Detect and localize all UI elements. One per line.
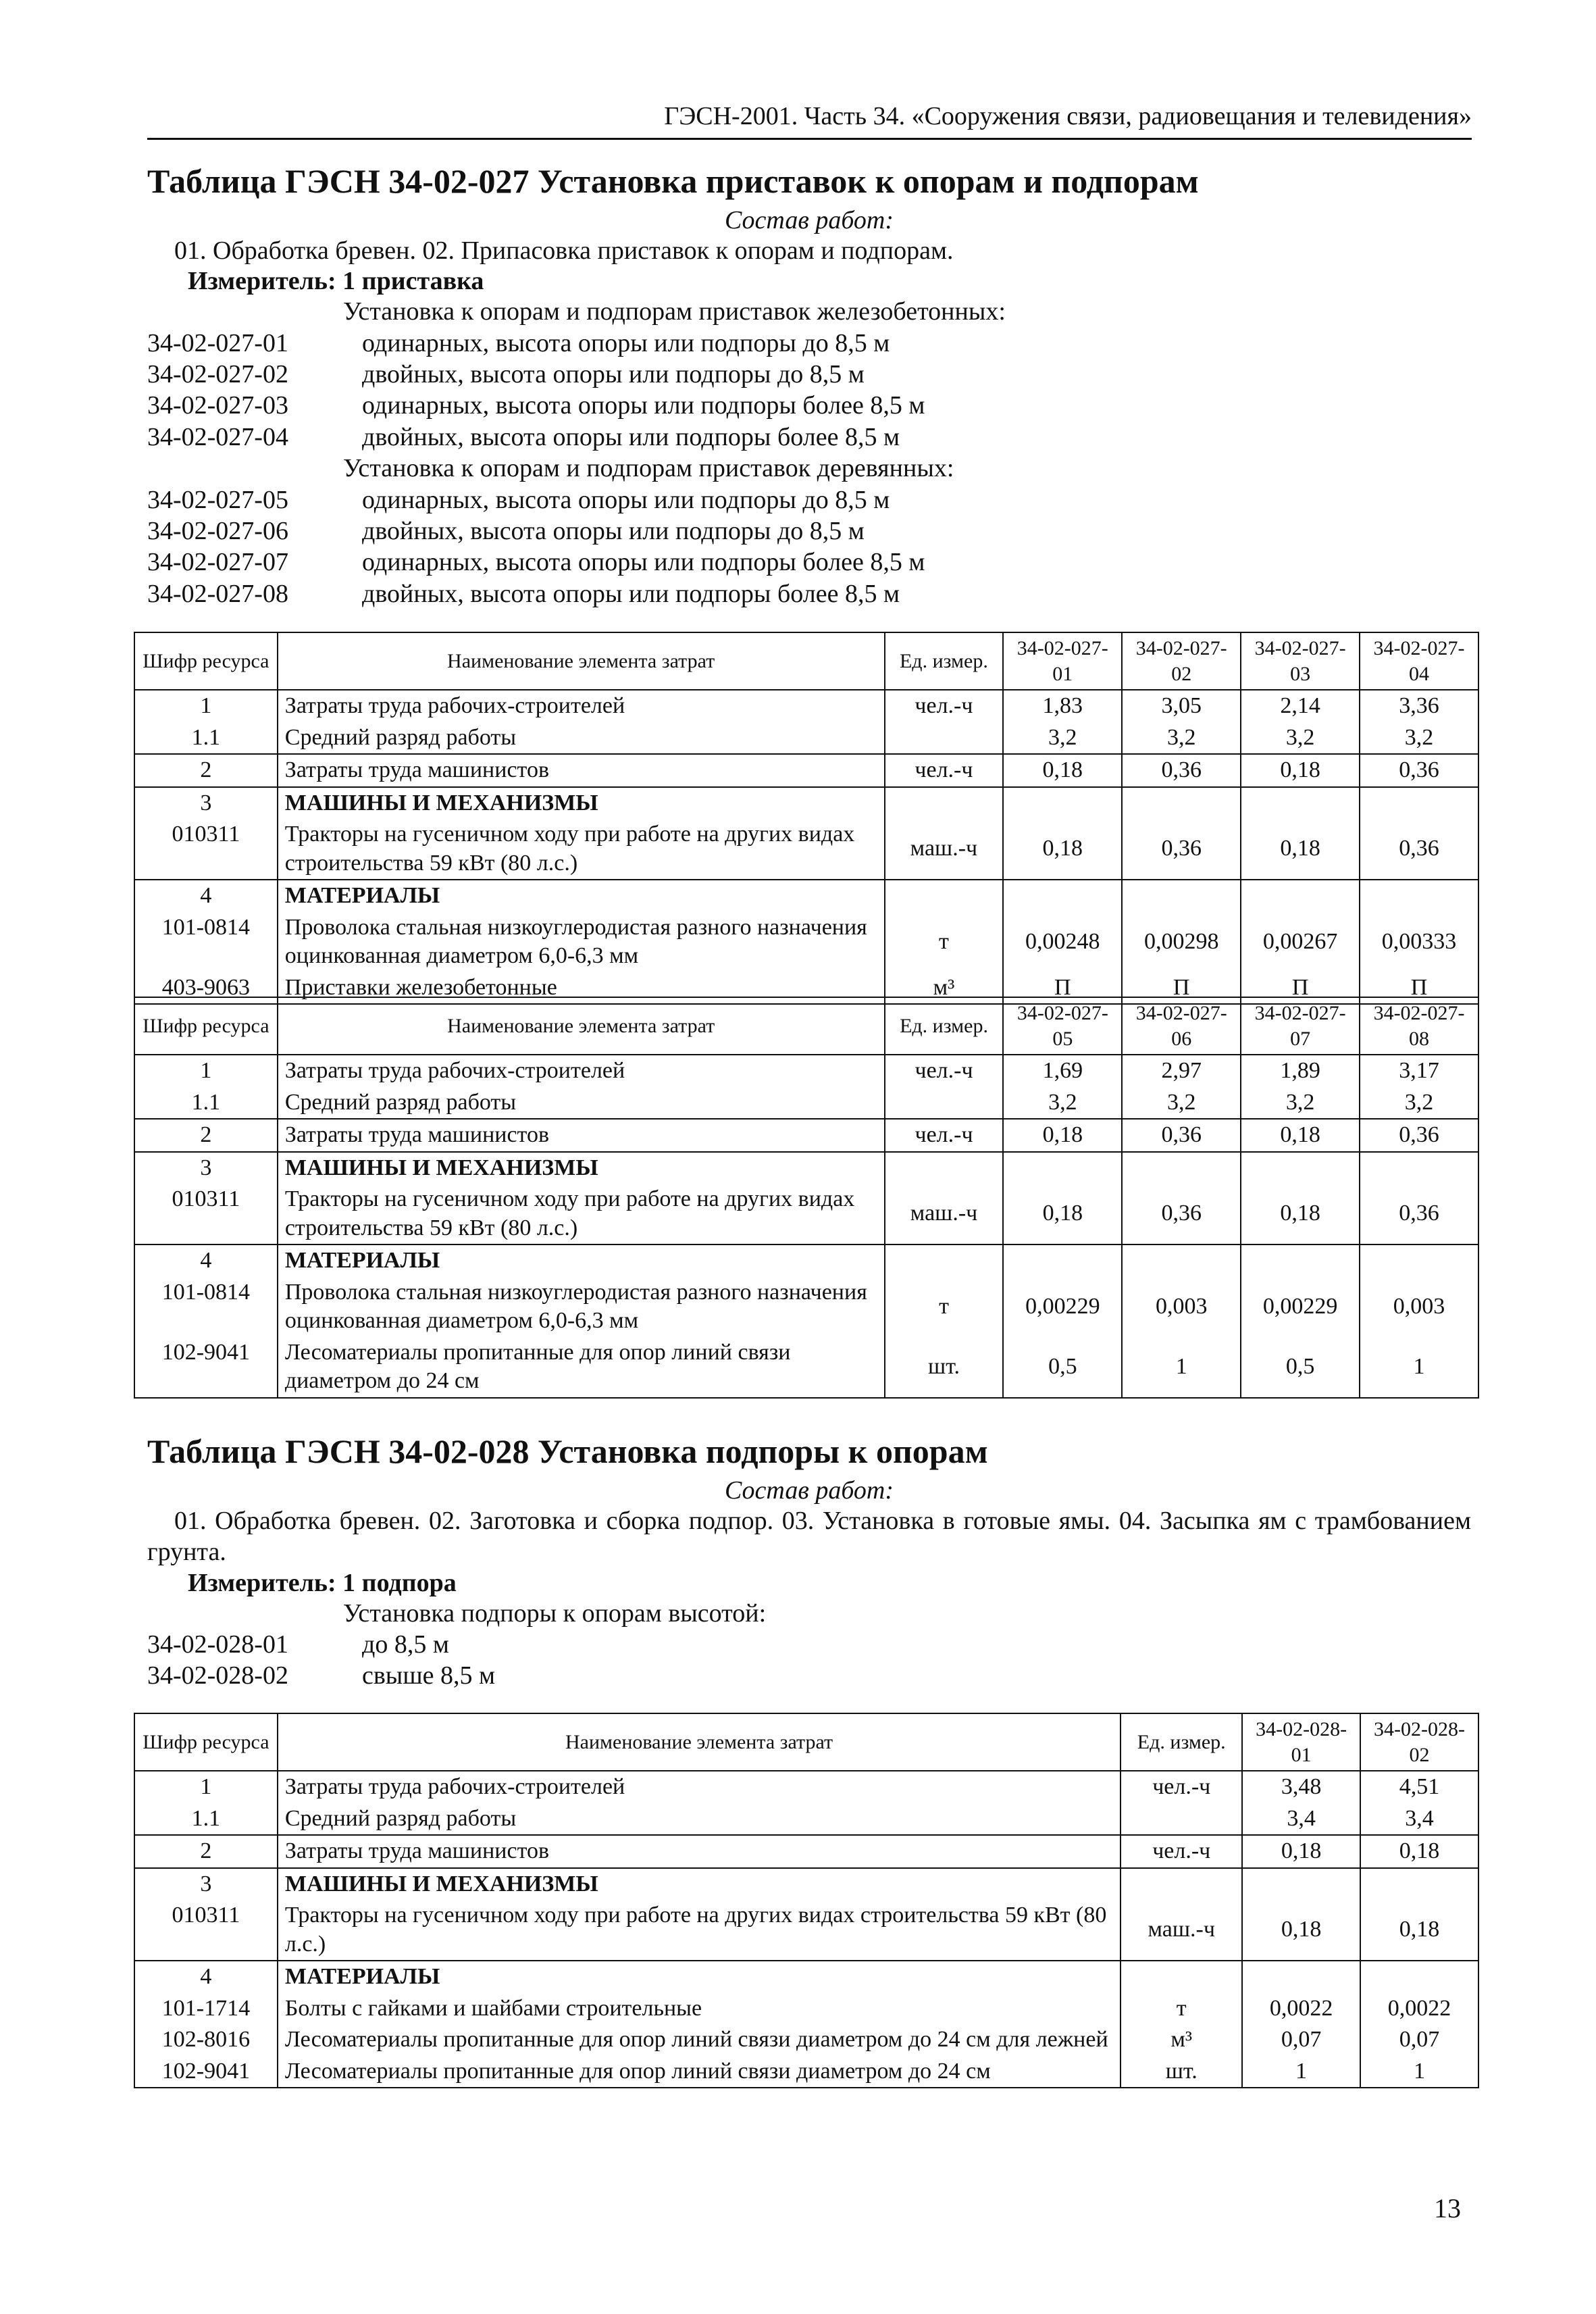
- code-row: [147, 547, 1471, 578]
- norm-code: 34-02-027-05: [147, 485, 288, 514]
- value-cell: [1360, 1152, 1478, 1184]
- unit-cell: т: [1121, 1993, 1242, 2025]
- value-cell: 1: [1242, 2056, 1360, 2088]
- header-norm-col: 34-02-028-01: [1242, 1713, 1360, 1771]
- header-unit: Ед. измер.: [885, 632, 1004, 690]
- header-shifr: Шифр ресурса: [134, 997, 278, 1055]
- resource-name: Тракторы на гусеничном ходу при работе на других видах строительства 59 кВт (80 л.с.): [278, 1900, 1121, 1961]
- norm-code: 34-02-027-07: [147, 548, 288, 577]
- norm-description: свыше 8,5 м: [362, 1661, 496, 1690]
- header-norm-col: 34-02-027-01: [1003, 632, 1122, 690]
- value-cell: 0,36: [1360, 754, 1478, 787]
- table-row: [134, 1244, 1478, 1277]
- value-cell: 3,2: [1003, 1087, 1122, 1120]
- value-cell: 0,00333: [1360, 912, 1478, 972]
- resource-name: МАШИНЫ И МЕХАНИЗМЫ: [278, 1868, 1121, 1901]
- sostav-label: Состав работ:: [724, 1476, 894, 1505]
- header-norm-col: 34-02-027-03: [1241, 632, 1360, 690]
- norm-description: до 8,5 м: [362, 1630, 449, 1659]
- value-cell: 0,36: [1122, 819, 1241, 880]
- value-cell: 0,003: [1360, 1277, 1478, 1337]
- resource-code: 102-9041: [134, 1337, 278, 1398]
- value-cell: 0,36: [1360, 1184, 1478, 1244]
- value-cell: 0,00229: [1241, 1277, 1360, 1337]
- value-cell: 0,0022: [1360, 1993, 1478, 2025]
- table-row: [134, 1961, 1478, 1993]
- resource-code: 4: [134, 1244, 278, 1277]
- unit-cell: т: [885, 1277, 1004, 1337]
- value-cell: 0,36: [1360, 819, 1478, 880]
- value-cell: 3,17: [1360, 1055, 1478, 1087]
- header-shifr: Шифр ресурса: [134, 1713, 278, 1771]
- unit-cell: [1121, 1868, 1242, 1901]
- value-cell: [1360, 1868, 1478, 1901]
- value-cell: 3,2: [1360, 722, 1478, 755]
- value-cell: 3,05: [1122, 690, 1241, 722]
- resource-code: 101-0814: [134, 912, 278, 972]
- resource-code: 101-0814: [134, 1277, 278, 1337]
- izmeritel: Измеритель: 1 приставка: [188, 267, 484, 296]
- value-cell: 0,00248: [1003, 912, 1122, 972]
- header-name: Наименование элемента затрат: [278, 997, 885, 1055]
- table-row: [134, 1803, 1478, 1836]
- value-cell: [1242, 1868, 1360, 1901]
- value-cell: 0,00298: [1122, 912, 1241, 972]
- resource-code: 101-1714: [134, 1993, 278, 2025]
- group-heading: Установка к опорам и подпорам приставок деревянных:: [343, 454, 954, 483]
- value-cell: 0,18: [1360, 1835, 1478, 1868]
- value-cell: 1,89: [1241, 1055, 1360, 1087]
- resource-code: 102-9041: [134, 2056, 278, 2088]
- resource-code: 3: [134, 1868, 278, 1901]
- resource-name: Средний разряд работы: [278, 1803, 1121, 1836]
- header-norm-col: 34-02-027-07: [1241, 997, 1360, 1055]
- value-cell: 0,18: [1242, 1900, 1360, 1961]
- value-cell: П: [1003, 972, 1122, 1005]
- value-cell: 1: [1360, 1337, 1478, 1398]
- value-cell: [1241, 1152, 1360, 1184]
- value-cell: 0,36: [1122, 1184, 1241, 1244]
- value-cell: 0,36: [1122, 1119, 1241, 1152]
- value-cell: 0,18: [1241, 1119, 1360, 1152]
- value-cell: 0,18: [1003, 754, 1122, 787]
- value-cell: 3,48: [1242, 1771, 1360, 1803]
- section-title: Таблица ГЭСН 34-02-028 Установка подпоры к опорам: [147, 1432, 988, 1470]
- unit-cell: чел.-ч: [885, 754, 1004, 787]
- unit-cell: шт.: [885, 1337, 1004, 1398]
- resource-name: Средний разряд работы: [278, 1087, 885, 1120]
- works-text: 01. Обработка бревен. 02. Заготовка и сборка подпор. 03. Установка в готовые ямы. 04. Засыпка ям с трамбованием грунта.: [147, 1507, 1471, 1567]
- value-cell: 0,00267: [1241, 912, 1360, 972]
- resource-name: Приставки железобетонные: [278, 972, 885, 1005]
- value-cell: [1360, 880, 1478, 912]
- norm-description: одинарных, высота опоры или подпоры более 8,5 м: [362, 391, 925, 420]
- value-cell: 0,18: [1003, 1184, 1122, 1244]
- table-row: [134, 1771, 1478, 1803]
- resource-code: 4: [134, 880, 278, 912]
- norm-code: 34-02-027-04: [147, 422, 288, 451]
- norm-code: 34-02-027-08: [147, 579, 288, 608]
- resource-code: 403-9063: [134, 972, 278, 1005]
- unit-cell: маш.-ч: [885, 819, 1004, 880]
- value-cell: 3,2: [1241, 1087, 1360, 1120]
- unit-cell: шт.: [1121, 2056, 1242, 2088]
- resource-name: Тракторы на гусеничном ходу при работе на других видах строительства 59 кВт (80 л.с.): [278, 819, 885, 880]
- value-cell: 3,2: [1122, 722, 1241, 755]
- value-cell: [1003, 1244, 1122, 1277]
- code-row: [147, 422, 1471, 453]
- section-028: [147, 1431, 1471, 1692]
- value-cell: [1122, 1152, 1241, 1184]
- value-cell: 0,0022: [1242, 1993, 1360, 2025]
- code-row: [147, 359, 1471, 390]
- unit-cell: [885, 722, 1004, 755]
- table-row: [134, 1337, 1478, 1398]
- unit-cell: чел.-ч: [885, 1055, 1004, 1087]
- resource-name: МАШИНЫ И МЕХАНИЗМЫ: [278, 787, 885, 820]
- works-text: 01. Обработка бревен. 02. Припасовка приставок к опорам и подпорам.: [174, 236, 954, 265]
- resource-name: Затраты труда машинистов: [278, 1119, 885, 1152]
- value-cell: 0,003: [1122, 1277, 1241, 1337]
- unit-cell: м³: [1121, 2024, 1242, 2056]
- group-heading: Установка к опорам и подпорам приставок железобетонных:: [343, 297, 1006, 326]
- code-row: [147, 1629, 1471, 1660]
- header-unit: Ед. измер.: [885, 997, 1004, 1055]
- table-row: [134, 1868, 1478, 1901]
- resource-code: 010311: [134, 819, 278, 880]
- resource-name: Затраты труда машинистов: [278, 1835, 1121, 1868]
- code-row: [147, 578, 1471, 609]
- table-row: [134, 2056, 1478, 2088]
- sostav-label: Состав работ:: [724, 206, 894, 234]
- value-cell: П: [1360, 972, 1478, 1005]
- value-cell: [1003, 1152, 1122, 1184]
- unit-cell: [885, 1087, 1004, 1120]
- code-row: [147, 390, 1471, 421]
- unit-cell: м³: [885, 972, 1004, 1005]
- resource-name: Лесоматериалы пропитанные для опор линий связи диаметром до 24 см для лежней: [278, 2024, 1121, 2056]
- resource-code: 1: [134, 1055, 278, 1087]
- resource-name: Лесоматериалы пропитанные для опор линий связи диаметром до 24 см: [278, 2056, 1121, 2088]
- table-row: [134, 1055, 1478, 1087]
- header-norm-col: 34-02-027-04: [1360, 632, 1478, 690]
- resource-name: Затраты труда рабочих-строителей: [278, 1055, 885, 1087]
- value-cell: 0,18: [1360, 1900, 1478, 1961]
- table-row: [134, 1835, 1478, 1868]
- header-name: Наименование элемента затрат: [278, 1713, 1121, 1771]
- value-cell: 0,5: [1003, 1337, 1122, 1398]
- resource-code: 102-8016: [134, 2024, 278, 2056]
- resource-name: Средний разряд работы: [278, 722, 885, 755]
- resource-code: 2: [134, 1835, 278, 1868]
- resource-code: 3: [134, 1152, 278, 1184]
- resource-table-027-01-04: [134, 632, 1479, 1005]
- table-row: [134, 722, 1478, 755]
- table-row: [134, 787, 1478, 820]
- resource-code: 1.1: [134, 1087, 278, 1120]
- resource-name: Затраты труда рабочих-строителей: [278, 690, 885, 722]
- value-cell: П: [1122, 972, 1241, 1005]
- value-cell: [1360, 787, 1478, 820]
- unit-cell: чел.-ч: [1121, 1835, 1242, 1868]
- resource-name: Затраты труда рабочих-строителей: [278, 1771, 1121, 1803]
- value-cell: [1360, 1244, 1478, 1277]
- value-cell: [1241, 1244, 1360, 1277]
- value-cell: 3,2: [1122, 1087, 1241, 1120]
- value-cell: 0,18: [1241, 1184, 1360, 1244]
- unit-cell: чел.-ч: [885, 1119, 1004, 1152]
- unit-cell: [1121, 1803, 1242, 1836]
- value-cell: [1003, 880, 1122, 912]
- table-row: [134, 2024, 1478, 2056]
- value-cell: [1122, 880, 1241, 912]
- value-cell: 1,69: [1003, 1055, 1122, 1087]
- value-cell: 0,18: [1003, 819, 1122, 880]
- resource-name: МАШИНЫ И МЕХАНИЗМЫ: [278, 1152, 885, 1184]
- resource-code: 3: [134, 787, 278, 820]
- unit-cell: [885, 1244, 1004, 1277]
- value-cell: 0,36: [1360, 1119, 1478, 1152]
- resource-name: Проволока стальная низкоуглеродистая разного назначения оцинкованная диаметром 6,0-6,3 мм: [278, 912, 885, 972]
- resource-code: 1.1: [134, 722, 278, 755]
- table-row: [134, 1993, 1478, 2025]
- table-row: [134, 912, 1478, 972]
- table-row: [134, 1184, 1478, 1244]
- norm-description: двойных, высота опоры или подпоры до 8,5 м: [362, 516, 865, 545]
- value-cell: 0,00229: [1003, 1277, 1122, 1337]
- norm-code: 34-02-027-02: [147, 360, 288, 389]
- header-shifr: Шифр ресурса: [134, 632, 278, 690]
- table-row: [134, 1277, 1478, 1337]
- resource-name: Тракторы на гусеничном ходу при работе на других видах строительства 59 кВт (80 л.с.): [278, 1184, 885, 1244]
- section-027: [147, 161, 1471, 609]
- norm-code: 34-02-027-06: [147, 516, 288, 545]
- unit-cell: чел.-ч: [1121, 1771, 1242, 1803]
- value-cell: 1,83: [1003, 690, 1122, 722]
- running-header: ГЭСН-2001. Часть 34. «Сооружения связи, радиовещания и телевидения»: [147, 101, 1472, 140]
- header-unit: Ед. измер.: [1121, 1713, 1242, 1771]
- value-cell: 0,18: [1003, 1119, 1122, 1152]
- table-row: [134, 690, 1478, 722]
- value-cell: 0,18: [1241, 819, 1360, 880]
- unit-cell: маш.-ч: [1121, 1900, 1242, 1961]
- value-cell: [1003, 787, 1122, 820]
- resource-code: 2: [134, 754, 278, 787]
- value-cell: 0,5: [1241, 1337, 1360, 1398]
- table-row: [134, 880, 1478, 912]
- value-cell: 3,2: [1360, 1087, 1478, 1120]
- header-norm-col: 34-02-027-05: [1003, 997, 1122, 1055]
- value-cell: [1241, 880, 1360, 912]
- table-row: [134, 1087, 1478, 1120]
- unit-cell: чел.-ч: [885, 690, 1004, 722]
- unit-cell: [885, 880, 1004, 912]
- code-row: [147, 515, 1471, 547]
- izmeritel: Измеритель: 1 подпора: [188, 1568, 457, 1597]
- table-row: [134, 819, 1478, 880]
- value-cell: [1122, 1244, 1241, 1277]
- value-cell: [1242, 1961, 1360, 1993]
- header-norm-col: 34-02-027-08: [1360, 997, 1478, 1055]
- resource-name: Лесоматериалы пропитанные для опор линий связи диаметром до 24 см: [278, 1337, 885, 1398]
- norm-description: одинарных, высота опоры или подпоры более 8,5 м: [362, 548, 925, 577]
- code-row: [147, 484, 1471, 515]
- resource-code: 1: [134, 690, 278, 722]
- norm-description: одинарных, высота опоры или подпоры до 8,5 м: [362, 485, 890, 514]
- value-cell: П: [1241, 972, 1360, 1005]
- resource-name: Затраты труда машинистов: [278, 754, 885, 787]
- value-cell: 3,2: [1003, 722, 1122, 755]
- norm-description: двойных, высота опоры или подпоры до 8,5 м: [362, 360, 865, 389]
- resource-code: 4: [134, 1961, 278, 1993]
- page-number: 13: [1434, 2193, 1461, 2223]
- unit-cell: маш.-ч: [885, 1184, 1004, 1244]
- unit-cell: [885, 1152, 1004, 1184]
- value-cell: 3,4: [1360, 1803, 1478, 1836]
- section-title: Таблица ГЭСН 34-02-027 Установка приставок к опорам и подпорам: [147, 162, 1199, 200]
- group-heading: Установка подпоры к опорам высотой:: [343, 1599, 767, 1628]
- header-norm-col: 34-02-027-06: [1122, 997, 1241, 1055]
- resource-table-027-05-08: [134, 997, 1479, 1399]
- norm-description: двойных, высота опоры или подпоры более 8,5 м: [362, 422, 900, 451]
- value-cell: 0,07: [1242, 2024, 1360, 2056]
- norm-code: 34-02-027-01: [147, 328, 288, 357]
- header-name: Наименование элемента затрат: [278, 632, 885, 690]
- resource-code: 010311: [134, 1184, 278, 1244]
- value-cell: 3,36: [1360, 690, 1478, 722]
- resource-name: МАТЕРИАЛЫ: [278, 880, 885, 912]
- value-cell: [1241, 787, 1360, 820]
- norm-code: 34-02-027-03: [147, 391, 288, 420]
- value-cell: 0,18: [1241, 754, 1360, 787]
- unit-cell: [885, 787, 1004, 820]
- value-cell: [1122, 787, 1241, 820]
- resource-code: 1.1: [134, 1803, 278, 1836]
- table-row: [134, 754, 1478, 787]
- unit-cell: [1121, 1961, 1242, 1993]
- resource-code: 010311: [134, 1900, 278, 1961]
- norm-code: 34-02-028-01: [147, 1630, 288, 1659]
- norm-description: двойных, высота опоры или подпоры более 8,5 м: [362, 579, 900, 608]
- code-row: [147, 328, 1471, 359]
- value-cell: 2,97: [1122, 1055, 1241, 1087]
- norm-description: одинарных, высота опоры или подпоры до 8,5 м: [362, 328, 890, 357]
- resource-code: 2: [134, 1119, 278, 1152]
- value-cell: 0,36: [1122, 754, 1241, 787]
- value-cell: [1360, 1961, 1478, 1993]
- table-row: [134, 1900, 1478, 1961]
- resource-name: МАТЕРИАЛЫ: [278, 1961, 1121, 1993]
- value-cell: 2,14: [1241, 690, 1360, 722]
- resource-name: Болты с гайками и шайбами строительные: [278, 1993, 1121, 2025]
- value-cell: 1: [1360, 2056, 1478, 2088]
- norm-code: 34-02-028-02: [147, 1661, 288, 1690]
- header-norm-col: 34-02-028-02: [1360, 1713, 1478, 1771]
- value-cell: 0,07: [1360, 2024, 1478, 2056]
- resource-name: МАТЕРИАЛЫ: [278, 1244, 885, 1277]
- table-row: [134, 1119, 1478, 1152]
- value-cell: 4,51: [1360, 1771, 1478, 1803]
- unit-cell: т: [885, 912, 1004, 972]
- code-row: [147, 1660, 1471, 1691]
- value-cell: 0,18: [1242, 1835, 1360, 1868]
- resource-table-028: [134, 1713, 1479, 2088]
- resource-code: 1: [134, 1771, 278, 1803]
- value-cell: 3,2: [1241, 722, 1360, 755]
- value-cell: 1: [1122, 1337, 1241, 1398]
- value-cell: 3,4: [1242, 1803, 1360, 1836]
- table-row: [134, 1152, 1478, 1184]
- header-norm-col: 34-02-027-02: [1122, 632, 1241, 690]
- resource-name: Проволока стальная низкоуглеродистая разного назначения оцинкованная диаметром 6,0-6,3 мм: [278, 1277, 885, 1337]
